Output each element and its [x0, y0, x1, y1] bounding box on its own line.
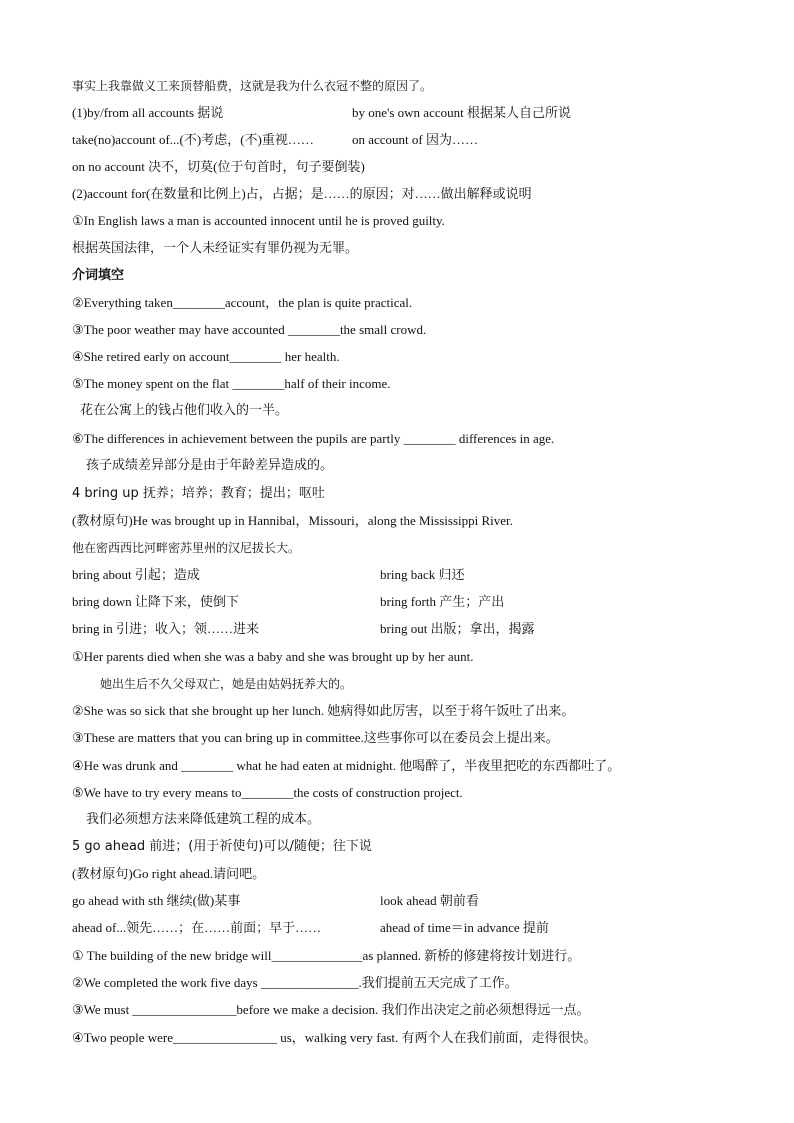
text-line: 她出生后不久父母双亡，她是由姑妈抚养大的。: [100, 677, 353, 691]
text-line: bring in 引进；收入；领……进来: [72, 621, 260, 636]
text-line: ②She was so sick that she brought up her lunch. 她病得如此厉害，以至于将午饭吐了出来。: [72, 703, 575, 718]
text-line: ①In English laws a man is accounted innocent until he is proved guilty.: [72, 213, 445, 228]
text-line: on account of 因为……: [352, 132, 479, 147]
text-line: bring down 让降下来，使倒下: [72, 594, 239, 609]
text-line: 花在公寓上的钱占他们收入的一半。: [80, 403, 289, 418]
text-line: ④Two people were________________ us，walking very fast. 有两个人在我们前面，走得很快。: [72, 1030, 597, 1045]
text-line: ahead of...领先……；在……前面；早于……: [72, 920, 322, 935]
text-line: look ahead 朝前看: [380, 893, 479, 908]
text-line: by one's own account 根据某人自己所说: [352, 105, 571, 120]
text-line: ④She retired early on account________ her health.: [72, 349, 340, 364]
text-line: ④He was drunk and ________ what he had eaten at midnight. 他喝醉了，半夜里把吃的东西都吐了。: [72, 758, 621, 773]
text-line: ① The building of the new bridge will______________as planned. 新桥的修建将按计划进行。: [72, 948, 581, 963]
text-line: ①Her parents died when she was a baby and she was brought up by her aunt.: [72, 649, 474, 664]
text-line: bring out 出版；拿出，揭露: [380, 621, 535, 636]
text-line: ⑤The money spent on the flat ________half of their income.: [72, 376, 391, 391]
text-line: ②Everything taken________account，the plan is quite practical.: [72, 295, 413, 310]
text-line: bring about 引起；造成: [72, 567, 200, 582]
text-line: 我们必须想方法来降低建筑工程的成本。: [86, 812, 321, 827]
section-heading: 介词填空: [72, 268, 125, 283]
text-line: 根据英国法律，一个人未经证实有罪仍视为无罪。: [72, 241, 359, 256]
entry-heading: 4 bring up 抚养；培养；教育；提出；呕吐: [72, 486, 325, 501]
text-line: ⑥The differences in achievement between the pupils are partly ________ differences in age.: [72, 431, 555, 446]
text-line: ③The poor weather may have accounted ________the small crowd.: [72, 322, 427, 337]
text-line: ⑤We have to try every means to________the costs of construction project.: [72, 785, 463, 800]
entry-heading: 5 go ahead 前进；(用于祈使句)可以/随便；往下说: [72, 839, 372, 854]
text-line: (2)account for(在数量和比例上)占，占据；是……的原因；对……做出解释或说明: [72, 186, 532, 201]
text-line: ③We must ________________before we make a decision. 我们作出决定之前必须想得远一点。: [72, 1002, 590, 1017]
text-line: (教材原句)He was brought up in Hannibal，Missouri，along the Mississippi River.: [72, 513, 513, 528]
text-line: 事实上我靠做义工来顶替船费，这就是我为什么衣冠不整的原因了。: [72, 79, 433, 93]
text-line: ahead of time＝in advance 提前: [380, 920, 549, 935]
text-line: 孩子成绩差异部分是由于年龄差异造成的。: [86, 458, 334, 473]
text-line: bring forth 产生；产出: [380, 594, 505, 609]
text-line: (1)by/from all accounts 据说: [72, 105, 224, 120]
text-line: (教材原句)Go right ahead.请问吧。: [72, 866, 266, 881]
text-line: go ahead with sth 继续(做)某事: [72, 893, 241, 908]
text-line: take(no)account of...(不)考虑，(不)重视……: [72, 132, 314, 147]
text-line: ②We completed the work five days _______________.我们提前五天完成了工作。: [72, 975, 518, 990]
text-line: on no account 决不，切莫(位于句首时，句子要倒装): [72, 159, 365, 174]
text-line: bring back 归还: [380, 567, 465, 582]
text-line: 他在密西西比河畔密苏里州的汉尼拔长大。: [72, 541, 301, 555]
text-line: ③These are matters that you can bring up in committee.这些事你可以在委员会上提出来。: [72, 730, 559, 745]
